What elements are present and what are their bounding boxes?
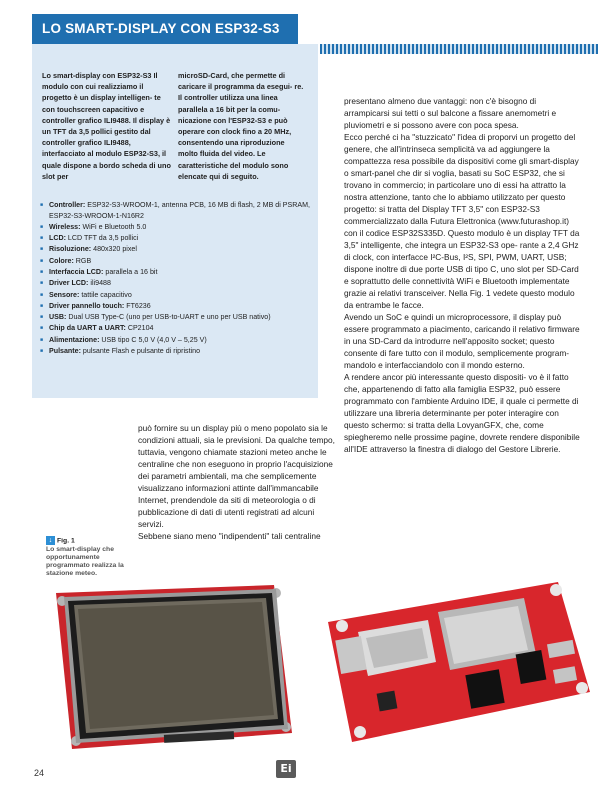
page-number: 24 [34,768,45,778]
mid-paragraph-2: Sebbene siano meno "indipendenti" tali centraline [138,531,321,541]
mid-text-column [138,422,338,542]
main-paragraph-1: presentano almeno due vantaggi: non c'è bisogno di arrampicarsi sui tetti o sul balcone a fissare anemometri e pluviometri e si possono avere con poca spesa. [344,96,557,130]
feature-item: ■ Driver pannello touch: FT6236 [40,301,314,312]
feature-item: ■ Pulsante: pulsante Flash e pulsante di ripristino [40,346,314,357]
feature-item: ■ USB: Dual USB Type-C (uno per USB-to-UART e uno per USB nativo) [40,312,314,323]
feature-item: ■ Colore: RGB [40,256,314,267]
feature-item: ■ Chip da UART a UART: CP2104 [40,323,314,334]
feature-item: ■ Sensore: tattile capacitivo [40,290,314,301]
feature-item: ■ Driver LCD: ili9488 [40,278,314,289]
board-back-photo [318,582,596,744]
figure-caption [46,536,136,579]
feature-item: ■ Risoluzione: 480x320 pixel [40,244,314,255]
main-paragraph-3: Avendo un SoC e quindi un microprocessore, il display può essere programmato a piacimento, caricando il relativo firmware in una SD-Card da introdurre nell'apposito socket; questo consente di fare tutto con il modulo, semplicemente program- mandolo e interfacciandolo con il mondo esterno. [344,312,580,370]
main-paragraph-2: Ecco perché ci ha "stuzzicato" l'idea di proporvi un progetto del genere, che all'intrinseca semplicità va ad aggiungere la compattezza resa possibile da dispositivi come gli smart-display o smart-panel che dir si voglia, basati su SoC ESP32, che si trovano in commercio; in particolare uno di essi ha attratto la nostra attenzione, tanto che lo abbiamo utilizzato per questo progetto: si tratta del Display TFT 3,5" con ESP32-S3 commercializzato dalla Futura Elettronica (www.futurashop.it) con il codice ESP32S335D. Questo modulo è un display TFT da 3,5" intelligente, che integra un ESP32-S3 ope- rante a 2,4 GHz di clock, con interfacce I²C-Bus, I²S, SPI, PWM, UART, USB; dispone inoltre di due porte USB di tipo C, uno slot per SD-Card e soprattutto delle connettività WiFi e Bluetooth implementate grazie ai relativi transceiver. Nella Fig. 1 vedete questo modulo da entrambe le facce. [344,132,580,310]
section-title: LO SMART-DISPLAY CON ESP32-S3 [42,21,280,36]
figure-label: Fig. 1 [57,537,75,545]
magazine-logo: Ei [276,760,296,778]
display-front-photo [44,583,300,753]
feature-list [40,200,314,357]
main-paragraph-4: A rendere ancor più interessante questo dispositi- vo è il fatto che, appartenendo di fatto alla famiglia ESP32, può essere programmato con l'ambiente Arduino IDE, il quale ci permette di utilizzare una libreria determinante per poter interagire con questo schermo: si tratta della LovyanGFX, che, come spiegheremo nelle prossime pagine, dovrete rendere disponibile all'IDE attraverso la finestra di dialogo del Gestore Librerie. [344,372,580,454]
decorative-stripe [320,44,598,54]
figure-caption-text: Lo smart-display che opportunamente programmato realizza la stazione meteo. [46,545,124,578]
feature-item: ■ Wireless: WiFi e Bluetooth 5.0 [40,222,314,233]
sidebar-intro-right: microSD-Card, che permette di caricare il programma da esegui- re. Il controller utilizza una linea parallela a 16 bit per la comu- nicazione con l'ESP32-S3 e può operare con clock fino a 20 MHz, consentendo una riproduzione molto fluida del video. Le caratteristiche del modulo sono elencate qui di seguito. [178,71,304,181]
arrow-down-icon: ↓ [46,536,55,545]
feature-item: ■ LCD: LCD TFT da 3,5 pollici [40,233,314,244]
feature-item: ■ Alimentazione: USB tipo C 5,0 V (4,0 V – 5,25 V) [40,335,314,346]
main-text-column [344,95,584,455]
sidebar-intro-left: Lo smart-display con ESP32-S3 Il modulo con cui realizziamo il progetto è un display intelligen- te con touchscreen capacitivo e controller grafico ILI9488. Il display è un TFT da 3,5 pollici gestito dal controller grafico ILI9488, interfacciato al modulo ESP32-S3, il quale dispone a bordo scheda di uno slot per [42,71,171,181]
feature-item: ■ Interfaccia LCD: parallela a 16 bit [40,267,314,278]
mid-paragraph-1: può fornire su un display più o meno popolato sia le condizioni attuali, sia le previsioni. Da qualche tempo, tuttavia, vengono chiamate stazioni meteo anche le centraline che non eseguono in proprio l'acquisizione dei parametri ambientali, ma che semplicemente visualizzano informazioni attinte dall'immancabile Internet, prendendole da siti di meteorologia o di pubblicazione di dati di utenti registrati ad alcuni servizi. [138,423,335,529]
feature-item: ■ Controller: ESP32-S3-WROOM-1, antenna PCB, 16 MB di flash, 2 MB di PSRAM, ESP32-S3-WROOM-1-N16R2 [40,200,314,221]
